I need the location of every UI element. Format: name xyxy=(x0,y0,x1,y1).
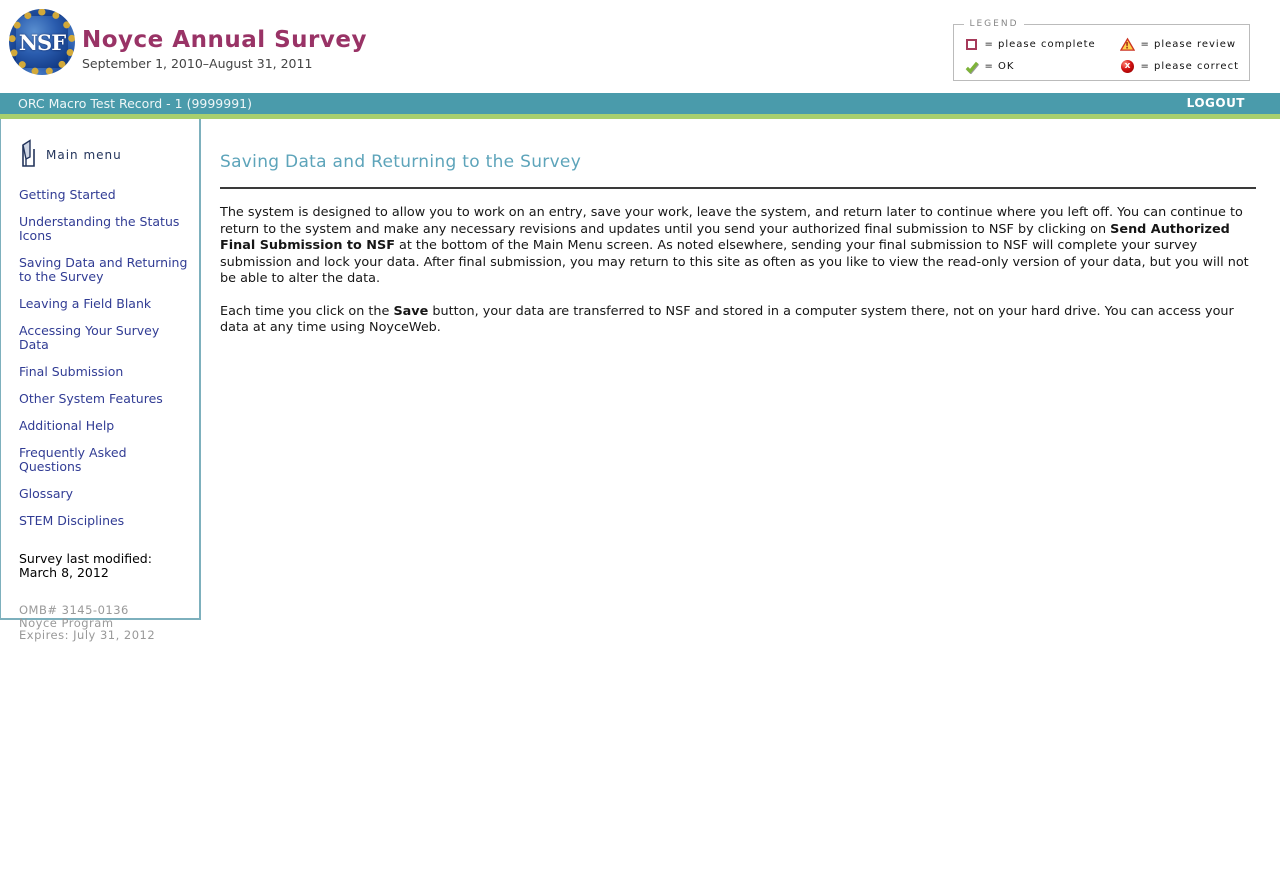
main-content xyxy=(220,119,1256,337)
last-modified-date: March 8, 2012 xyxy=(19,565,109,580)
sidebar-item-leaving-field-blank[interactable]: Leaving a Field Blank xyxy=(19,296,152,311)
legend-ok-label: = OK xyxy=(984,61,1015,72)
heading-rule xyxy=(220,187,1256,189)
sidebar-item-stem-disciplines[interactable]: STEM Disciplines xyxy=(19,513,125,528)
sidebar-item-understanding-status-icons[interactable]: Understanding the Status Icons xyxy=(19,214,180,243)
program-name: Noyce Program xyxy=(19,615,114,630)
sidebar-item-glossary[interactable]: Glossary xyxy=(19,486,74,501)
content-heading: Saving Data and Returning to the Survey xyxy=(220,152,582,172)
legend-grid xyxy=(964,37,1239,74)
sidebar-item-main-menu[interactable] xyxy=(19,139,189,171)
survey-period-subtitle: September 1, 2010–August 31, 2011 xyxy=(82,56,313,71)
paragraph-1-text-after: at the bottom of the Main Menu screen. As noted elsewhere, sending your final submission to NSF will complete your survey submission and lock your data. After final submission, you may return to this site as often as you like to view the read-only version of your data, but you will not be able to alter the data. xyxy=(220,238,1249,286)
content-wrap xyxy=(0,119,1280,642)
legend-item-review xyxy=(1120,37,1239,52)
sidebar-item-other-system-features[interactable]: Other System Features xyxy=(19,391,163,406)
expiration-date: Expires: July 31, 2012 xyxy=(19,628,156,642)
paragraph-2-bold: Save xyxy=(393,303,429,319)
legend-item-complete xyxy=(964,37,1120,52)
last-modified-label: Survey last modified: xyxy=(19,551,152,566)
green-check-icon xyxy=(964,59,979,74)
survey-last-modified xyxy=(19,552,189,580)
nsf-logo xyxy=(9,9,75,75)
sidebar-item-accessing-survey-data[interactable]: Accessing Your Survey Data xyxy=(19,323,160,352)
svg-text:!: ! xyxy=(1125,40,1131,51)
legend-item-ok xyxy=(964,59,1120,74)
sidebar xyxy=(0,119,201,642)
paragraph-1-text: The system is designed to allow you to work on an entry, save your work, leave the system, and return later to continue where you left off. You can continue to return to the system and make any necessary revisions and updates until you send your authorized final submission to NSF by clicking on xyxy=(220,205,1243,237)
red-x-icon: x xyxy=(1120,59,1135,74)
record-bar xyxy=(0,93,1280,114)
sidebar-item-getting-started[interactable]: Getting Started xyxy=(19,187,116,202)
legend-review-label: = please review xyxy=(1140,39,1237,50)
legend-complete-label: = please complete xyxy=(984,39,1096,50)
paragraph-2-text: Each time you click on the xyxy=(220,303,394,319)
legend-item-correct xyxy=(1120,59,1239,74)
paragraph-2-text-after: button, your data are transferred to NSF and stored in a computer system there, not on your hard drive. You can access your data at any time using NoyceWeb. xyxy=(220,303,1234,335)
paragraph-1 xyxy=(220,205,1256,288)
title-block xyxy=(82,27,367,71)
warning-triangle-icon xyxy=(1120,37,1135,52)
page-title: Noyce Annual Survey xyxy=(82,27,367,53)
please-complete-icon xyxy=(964,37,979,52)
paragraph-1-bold: Send Authorized Final Submission to NSF xyxy=(220,221,1230,253)
omb-number: OMB# 3145-0136 xyxy=(19,603,129,617)
header xyxy=(0,0,1280,93)
legend-title: LEGEND xyxy=(969,19,1019,29)
main-menu-door-icon xyxy=(19,139,38,171)
nsf-logo-text: NSF xyxy=(18,29,66,55)
main-menu-label: Main menu xyxy=(46,148,122,162)
legend-box xyxy=(953,19,1250,81)
logout-button[interactable]: LOGOUT xyxy=(1186,96,1245,110)
sidebar-item-faq[interactable]: Frequently Asked Questions xyxy=(19,445,127,474)
omb-info xyxy=(19,604,189,642)
legend-correct-label: = please correct xyxy=(1140,61,1239,72)
sidebar-item-additional-help[interactable]: Additional Help xyxy=(19,418,115,433)
sidebar-item-saving-data[interactable]: Saving Data and Returning to the Survey xyxy=(19,255,188,284)
sidebar-item-final-submission[interactable]: Final Submission xyxy=(19,364,124,379)
paragraph-2 xyxy=(220,304,1256,337)
record-label: ORC Macro Test Record - 1 (9999991) xyxy=(18,96,252,111)
